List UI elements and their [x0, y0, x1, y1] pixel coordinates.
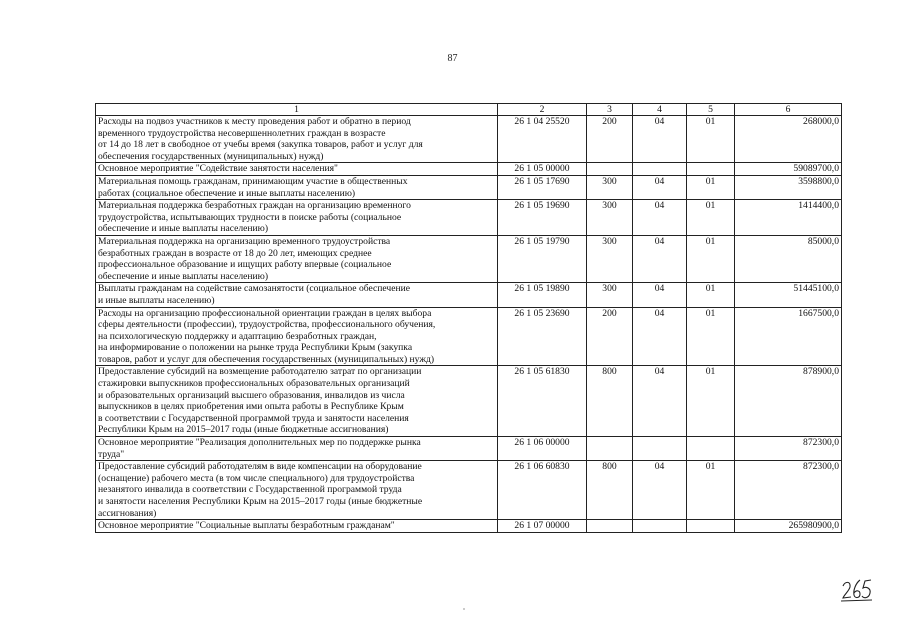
- description-line: трудоустройства, испытывающих трудности в поиске работы (социальное: [98, 211, 402, 223]
- target-article-code: 26 1 05 19690: [498, 200, 587, 236]
- description-line: в соответствии с Государственной программой труда и занятости населения: [98, 412, 409, 424]
- description-line: Материальная помощь гражданам, принимающим участие в общественных: [98, 175, 408, 187]
- amount-value: 1667500,0: [735, 307, 842, 366]
- subsection-code: 01: [687, 116, 735, 163]
- description-line: временного трудоустройства несовершеннолетних граждан в возрасте: [98, 127, 386, 139]
- description-line: труда": [98, 448, 125, 460]
- expense-type-code: 300: [587, 200, 633, 236]
- row-description: [96, 461, 498, 520]
- description-line: Материальная поддержка безработных граждан на организацию временного: [98, 200, 411, 212]
- expense-type-code: 800: [587, 461, 633, 520]
- description-line: выпускников в целях приобретения ими опыта работы в Республике Крым: [98, 401, 404, 413]
- amount-value: 1414400,0: [735, 200, 842, 236]
- description-line: Расходы на подвоз участников к месту проведения работ и обратно в период: [98, 116, 411, 127]
- target-article-code: 26 1 04 25520: [498, 116, 587, 163]
- section-code: 04: [633, 175, 687, 199]
- subsection-code: [687, 437, 735, 461]
- subsection-code: 01: [687, 307, 735, 366]
- table-row: [96, 520, 842, 533]
- section-code: 04: [633, 283, 687, 307]
- table-row: [96, 461, 842, 520]
- column-header: 4: [633, 104, 687, 116]
- description-line: и образовательных организаций высшего образования, инвалидов из числа: [98, 389, 405, 401]
- subsection-code: 01: [687, 283, 735, 307]
- description-line: Материальная поддержка на организацию временного трудоустройства: [98, 235, 391, 247]
- table-row: [96, 163, 842, 176]
- description-line: Выплаты гражданам на содействие самозанятости (социальное обеспечение: [98, 283, 411, 295]
- budget-table: [95, 103, 842, 533]
- row-description: [96, 307, 498, 366]
- handwritten-annotation: [840, 576, 874, 604]
- section-code: [633, 437, 687, 461]
- description-line: Предоставление субсидий работодателям в виде компенсации на оборудование: [98, 461, 422, 473]
- description-line: Основное мероприятие "Социальные выплаты безработным гражданам": [98, 520, 395, 532]
- description-line: профессиональное образование и ищущих работу впервые (социальное: [98, 259, 392, 271]
- page-number: 87: [447, 53, 458, 64]
- section-code: 04: [633, 116, 687, 163]
- amount-value: 872300,0: [735, 437, 842, 461]
- column-header: 6: [735, 104, 842, 116]
- description-line: сферы деятельности (профессии), трудоустройства, профессионального обучения,: [98, 319, 436, 331]
- target-article-code: 26 1 05 61830: [498, 366, 587, 437]
- expense-type-code: [587, 520, 633, 533]
- description-line: Основное мероприятие "Содействие занятости населения": [98, 163, 338, 175]
- expense-type-code: 200: [587, 307, 633, 366]
- table-row: [96, 116, 842, 163]
- column-header: 3: [587, 104, 633, 116]
- amount-value: 872300,0: [735, 461, 842, 520]
- row-description: [96, 283, 498, 307]
- amount-value: 85000,0: [735, 235, 842, 282]
- expense-type-code: 300: [587, 175, 633, 199]
- amount-value: 878900,0: [735, 366, 842, 437]
- target-article-code: 26 1 05 00000: [498, 163, 587, 176]
- amount-value: 59089700,0: [735, 163, 842, 176]
- row-description: [96, 116, 498, 163]
- row-description: [96, 200, 498, 236]
- table-row: [96, 235, 842, 282]
- table-header-row: [96, 104, 842, 116]
- subsection-code: 01: [687, 366, 735, 437]
- subsection-code: 01: [687, 200, 735, 236]
- description-line: обеспечения государственных (муниципальных) нужд): [98, 150, 324, 162]
- section-code: [633, 163, 687, 176]
- target-article-code: 26 1 05 19890: [498, 283, 587, 307]
- section-code: [633, 520, 687, 533]
- section-code: 04: [633, 366, 687, 437]
- amount-value: 51445100,0: [735, 283, 842, 307]
- subsection-code: [687, 520, 735, 533]
- subsection-code: [687, 163, 735, 176]
- table-row: [96, 200, 842, 236]
- description-line: работах (социальное обеспечение и иные выплаты населению): [98, 187, 356, 199]
- description-line: (оснащение) рабочего места (в том числе специального) для трудоустройства: [98, 472, 415, 484]
- description-line: на информирование о положении на рынке труда Республики Крым (закупка: [98, 342, 413, 354]
- description-line: и занятости населения Республики Крым на 2015–2017 годы (иные бюджетные: [98, 496, 423, 507]
- expense-type-code: 200: [587, 116, 633, 163]
- target-article-code: 26 1 06 60830: [498, 461, 587, 520]
- description-line: стажировки выпускников профессиональных образовательных организаций: [98, 378, 410, 390]
- amount-value: 3598800,0: [735, 175, 842, 199]
- section-code: 04: [633, 200, 687, 236]
- scan-speck: [463, 608, 465, 610]
- row-description: [96, 437, 498, 461]
- subsection-code: 01: [687, 461, 735, 520]
- expense-type-code: 300: [587, 235, 633, 282]
- section-code: 04: [633, 235, 687, 282]
- expense-type-code: 300: [587, 283, 633, 307]
- amount-value: 265980900,0: [735, 520, 842, 533]
- description-line: и иные выплаты населению): [98, 294, 215, 306]
- description-line: Расходы на организацию профессиональной ориентации граждан в целях выбора: [98, 307, 432, 319]
- description-line: товаров, работ и услуг для обеспечения государственных (муниципальных) нужд): [98, 353, 435, 365]
- target-article-code: 26 1 05 23690: [498, 307, 587, 366]
- expense-type-code: [587, 437, 633, 461]
- description-line: обеспечение и иные выплаты населению): [98, 223, 269, 235]
- table-row: [96, 307, 842, 366]
- expense-type-code: [587, 163, 633, 176]
- description-line: Основное мероприятие "Реализация дополнительных мер по поддержке рынка: [98, 437, 421, 449]
- row-description: [96, 235, 498, 282]
- description-line: безработных граждан в возрасте от 18 до 20 лет, имеющих среднее: [98, 247, 372, 259]
- column-header: 1: [96, 104, 498, 116]
- amount-value: 268000,0: [735, 116, 842, 163]
- description-line: Предоставление субсидий на возмещение работодателю затрат по организации: [98, 366, 422, 378]
- section-code: 04: [633, 307, 687, 366]
- description-line: на психологическую поддержку и адаптацию безработных граждан,: [98, 330, 377, 342]
- description-line: обеспечение и иные выплаты населению): [98, 270, 269, 282]
- expense-type-code: 800: [587, 366, 633, 437]
- column-header: 2: [498, 104, 587, 116]
- table-row: [96, 437, 842, 461]
- target-article-code: 26 1 07 00000: [498, 520, 587, 533]
- row-description: [96, 163, 498, 176]
- section-code: 04: [633, 461, 687, 520]
- table-row: [96, 366, 842, 437]
- row-description: [96, 366, 498, 437]
- target-article-code: 26 1 05 17690: [498, 175, 587, 199]
- column-header: 5: [687, 104, 735, 116]
- description-line: Республики Крым на 2015–2017 годы (иные бюджетные ассигнования): [98, 424, 389, 436]
- description-line: незанятого инвалида в соответствии с Государственной программой труда: [98, 484, 402, 496]
- subsection-code: 01: [687, 235, 735, 282]
- description-line: ассигнования): [98, 507, 157, 519]
- target-article-code: 26 1 05 19790: [498, 235, 587, 282]
- subsection-code: 01: [687, 175, 735, 199]
- table-row: [96, 175, 842, 199]
- row-description: [96, 520, 498, 533]
- row-description: [96, 175, 498, 199]
- target-article-code: 26 1 06 00000: [498, 437, 587, 461]
- table-row: [96, 283, 842, 307]
- description-line: от 14 до 18 лет в свободное от учебы время (закупка товаров, работ и услуг для: [98, 139, 423, 151]
